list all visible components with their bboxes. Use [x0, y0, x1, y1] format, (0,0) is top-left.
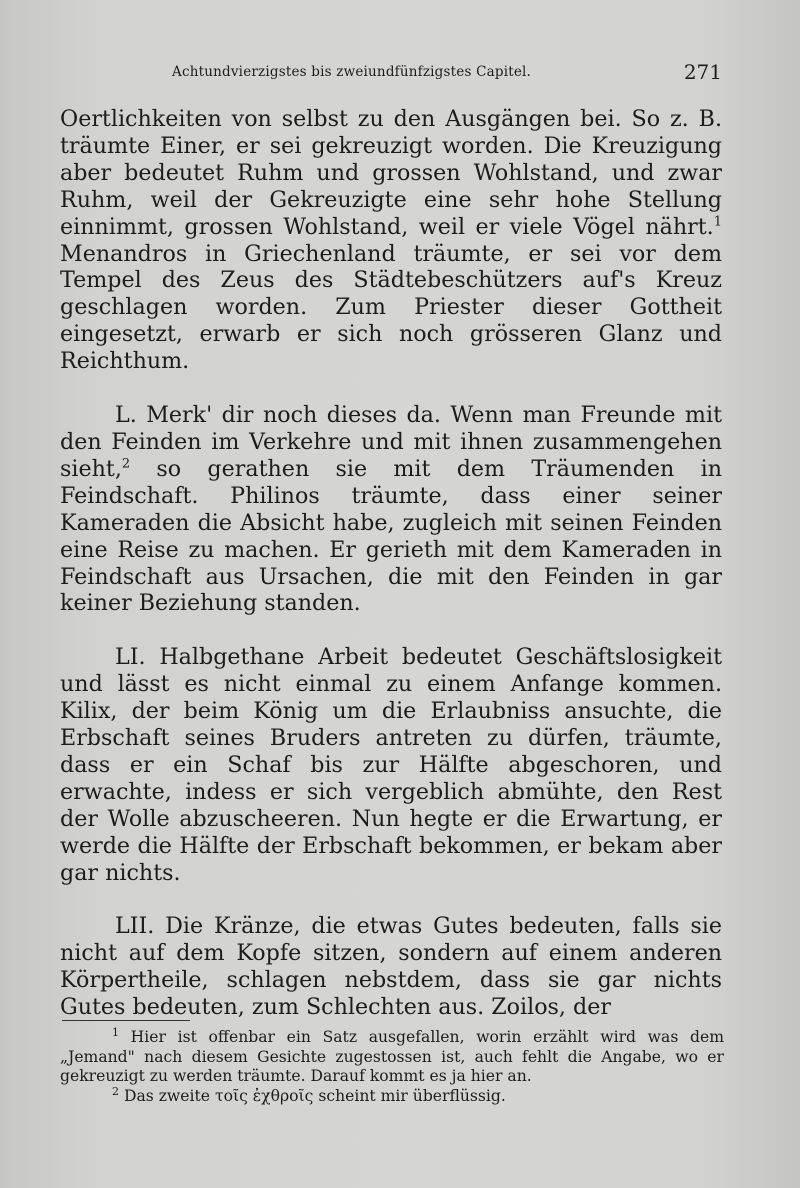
- paragraph-text: LI. Halbgethane Arbeit bedeutet Geschäftslosigkeit und lässt es nicht einmal zu einem Anfange kommen. Kilix, der beim König um die Erlaubniss ansuchte, die Erbschaft seines Bruders antreten zu dürfen, träumte, dass er ein Schaf bis zur Hälfte abgeschoren, und erwachte, indess er sich vergeblich abmühte, den Rest der Wolle abzuscheeren. Nun hegte er die Erwartung, er werde die Hälfte der Erbschaft bekommen, er bekam aber gar nichts.: [60, 644, 722, 886]
- footnote-mark: 1: [112, 1025, 119, 1039]
- main-text: [60, 106, 722, 1021]
- footnote-text: Hier ist offenbar ein Satz ausgefallen, worin erzählt wird was dem „Jemand" nach diesem Gesichte zugestossen ist, auch fehlt die Angabe, wo er gekreuzigt zu werden träumte. Darauf kommt es ja hier an.: [60, 1028, 724, 1086]
- footnote-mark: 2: [112, 1084, 119, 1098]
- running-head: [60, 60, 722, 84]
- paragraph-text: L. Merk' dir noch dieses da. Wenn man Freunde mit den Feinden im Verkehre und mit ihnen zusammengehen sieht,: [60, 402, 722, 482]
- paragraph: [60, 644, 722, 886]
- page-number: 271: [683, 60, 722, 84]
- paragraph-text: so gerathen sie mit dem Träumenden in Feindschaft. Philinos träumte, dass einer seiner Kameraden die Absicht habe, zugleich mit seinen Feinden eine Reise zu machen. Er gerieth mit dem Kameraden in Feindschaft aus Ursachen, die mit den Feinden in gar keiner Beziehung standen.: [60, 455, 722, 617]
- paragraph: [60, 402, 722, 617]
- chapter-heading: Achtundvierzigstes bis zweiundfünfzigstes Capitel.: [172, 64, 532, 80]
- footnote-divider: [62, 1020, 190, 1021]
- paragraph-text: Menandros in Griechenland träumte, er sei vor dem Tempel des Zeus des Städtebeschützers auf's Kreuz geschlagen worden. Zum Priester dieser Gottheit eingesetzt, erwarb er sich noch grösseren Glanz und Reichthum.: [60, 240, 722, 375]
- footnote-text: Das zweite τοῖς ἐχθροῖς scheint mir überflüssig.: [119, 1086, 506, 1105]
- paragraph-text: Oertlichkeiten von selbst zu den Ausgängen bei. So z. B. träumte Einer, er sei gekreuzigt worden. Die Kreuzigung aber bedeutet Ruhm und grossen Wohlstand, und zwar Ruhm, weil der Gekreuzigte eine sehr hohe Stellung einnimmt, grossen Wohlstand, weil er viele Vögel nährt.: [60, 106, 722, 240]
- paragraph: [60, 106, 722, 375]
- footnotes: [60, 1025, 724, 1106]
- footnote: [60, 1025, 724, 1087]
- paragraph-text: LII. Die Kränze, die etwas Gutes bedeuten, falls sie nicht auf dem Kopfe sitzen, sondern auf einem anderen Körpertheile, schlagen nebstdem, dass sie gar nichts Gutes bedeuten, zum Schlechten aus. Zoilos, der: [60, 913, 722, 1021]
- footnote-reference: 2: [121, 456, 131, 472]
- footnote-reference: 1: [713, 214, 722, 230]
- footnote: [60, 1084, 724, 1107]
- paragraph: [60, 913, 722, 1021]
